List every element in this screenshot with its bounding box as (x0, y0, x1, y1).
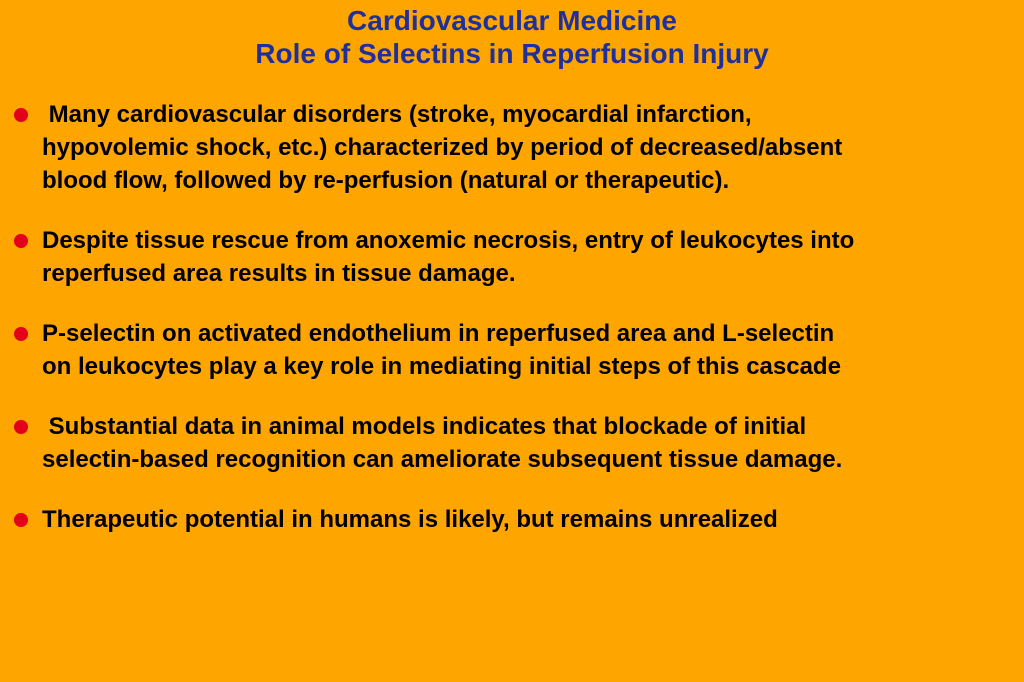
bullet-line: reperfused area results in tissue damage. (42, 260, 516, 287)
bullet-item (0, 224, 1024, 290)
bullet-line: selectin-based recognition can ameliorate subsequent tissue damage. (42, 446, 843, 473)
bullet-line: Despite tissue rescue from anoxemic necrosis, entry of leukocytes into (42, 227, 855, 254)
slide-title (0, 4, 1024, 70)
red-dot-icon (14, 234, 28, 248)
bullet-item (0, 98, 1024, 197)
title-line-2: Role of Selectins in Reperfusion Injury (255, 38, 769, 69)
title-line-1: Cardiovascular Medicine (347, 5, 677, 36)
bullet-item (0, 410, 1024, 476)
bullet-line: Substantial data in animal models indicates that blockade of initial (42, 413, 807, 440)
bullet-line: blood flow, followed by re-perfusion (natural or therapeutic). (42, 167, 730, 194)
red-dot-icon (14, 327, 28, 341)
bullet-line: P-selectin on activated endothelium in reperfused area and L-selectin (42, 320, 835, 347)
bullet-item (0, 503, 1024, 536)
red-dot-icon (14, 420, 28, 434)
bullet-item (0, 317, 1024, 383)
red-dot-icon (14, 513, 28, 527)
bullet-line: hypovolemic shock, etc.) characterized by period of decreased/absent (42, 134, 843, 161)
bullet-line: on leukocytes play a key role in mediating initial steps of this cascade (42, 353, 841, 380)
bullet-list (0, 98, 1024, 563)
red-dot-icon (14, 108, 28, 122)
bullet-line: Many cardiovascular disorders (stroke, myocardial infarction, (42, 101, 752, 128)
bullet-line: Therapeutic potential in humans is likely, but remains unrealized (42, 506, 778, 533)
